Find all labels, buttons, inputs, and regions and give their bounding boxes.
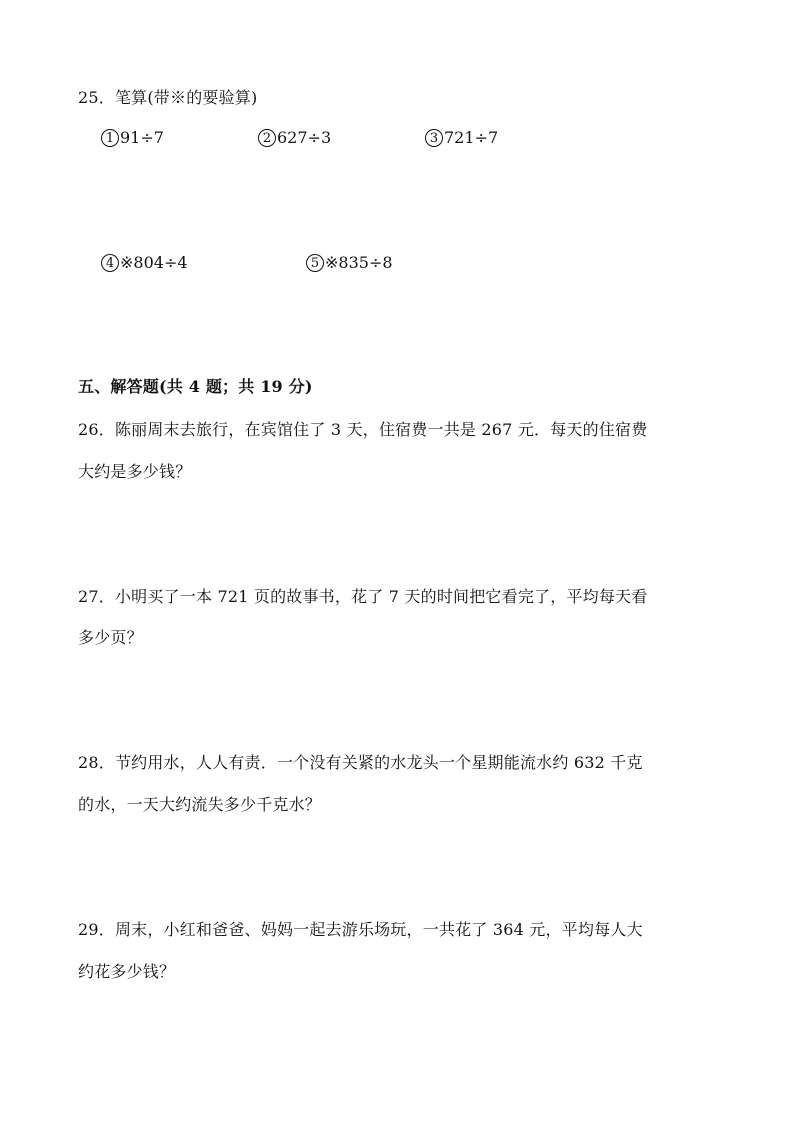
circled-number: 5 bbox=[306, 254, 324, 272]
check-mark: ※ bbox=[325, 253, 339, 272]
calc-expression: 835÷8 bbox=[338, 253, 393, 272]
calc-item-1 bbox=[101, 128, 164, 148]
q26-line-1: 26．陈丽周末去旅行，在宾馆住了 3 天，住宿费一共是 267 元．每天的住宿费 bbox=[78, 420, 648, 439]
q27-line-2: 多少页？ bbox=[78, 628, 143, 647]
q28-line-2: 的水，一天大约流失多少千克水？ bbox=[78, 795, 322, 814]
circled-number: 2 bbox=[258, 129, 276, 147]
calc-expression: 627÷3 bbox=[277, 128, 332, 147]
q27-line-1: 27．小明买了一本 721 页的故事书，花了 7 天的时间把它看完了，平均每天看 bbox=[78, 587, 648, 606]
q25-title: 25．笔算(带※的要验算) bbox=[78, 88, 258, 107]
calc-item-4 bbox=[101, 253, 188, 273]
calc-expression: 804÷4 bbox=[133, 253, 188, 272]
q26-line-2: 大约是多少钱？ bbox=[78, 462, 192, 481]
circled-number: 1 bbox=[101, 129, 119, 147]
calc-item-5 bbox=[306, 253, 393, 273]
circled-number: 4 bbox=[101, 254, 119, 272]
calc-expression: 721÷7 bbox=[444, 128, 499, 147]
circled-number: 3 bbox=[425, 129, 443, 147]
q29-line-2: 约花多少钱？ bbox=[78, 962, 176, 981]
check-mark: ※ bbox=[120, 253, 134, 272]
q29-line-1: 29．周末，小红和爸爸、妈妈一起去游乐场玩，一共花了 364 元，平均每人大 bbox=[78, 920, 643, 939]
section-title: 五、解答题(共 4 题；共 19 分) bbox=[78, 377, 313, 396]
calc-item-3 bbox=[425, 128, 498, 148]
calc-item-2 bbox=[258, 128, 331, 148]
q28-line-1: 28．节约用水，人人有责．一个没有关紧的水龙头一个星期能流水约 632 千克 bbox=[78, 753, 643, 772]
calc-expression: 91÷7 bbox=[120, 128, 164, 147]
